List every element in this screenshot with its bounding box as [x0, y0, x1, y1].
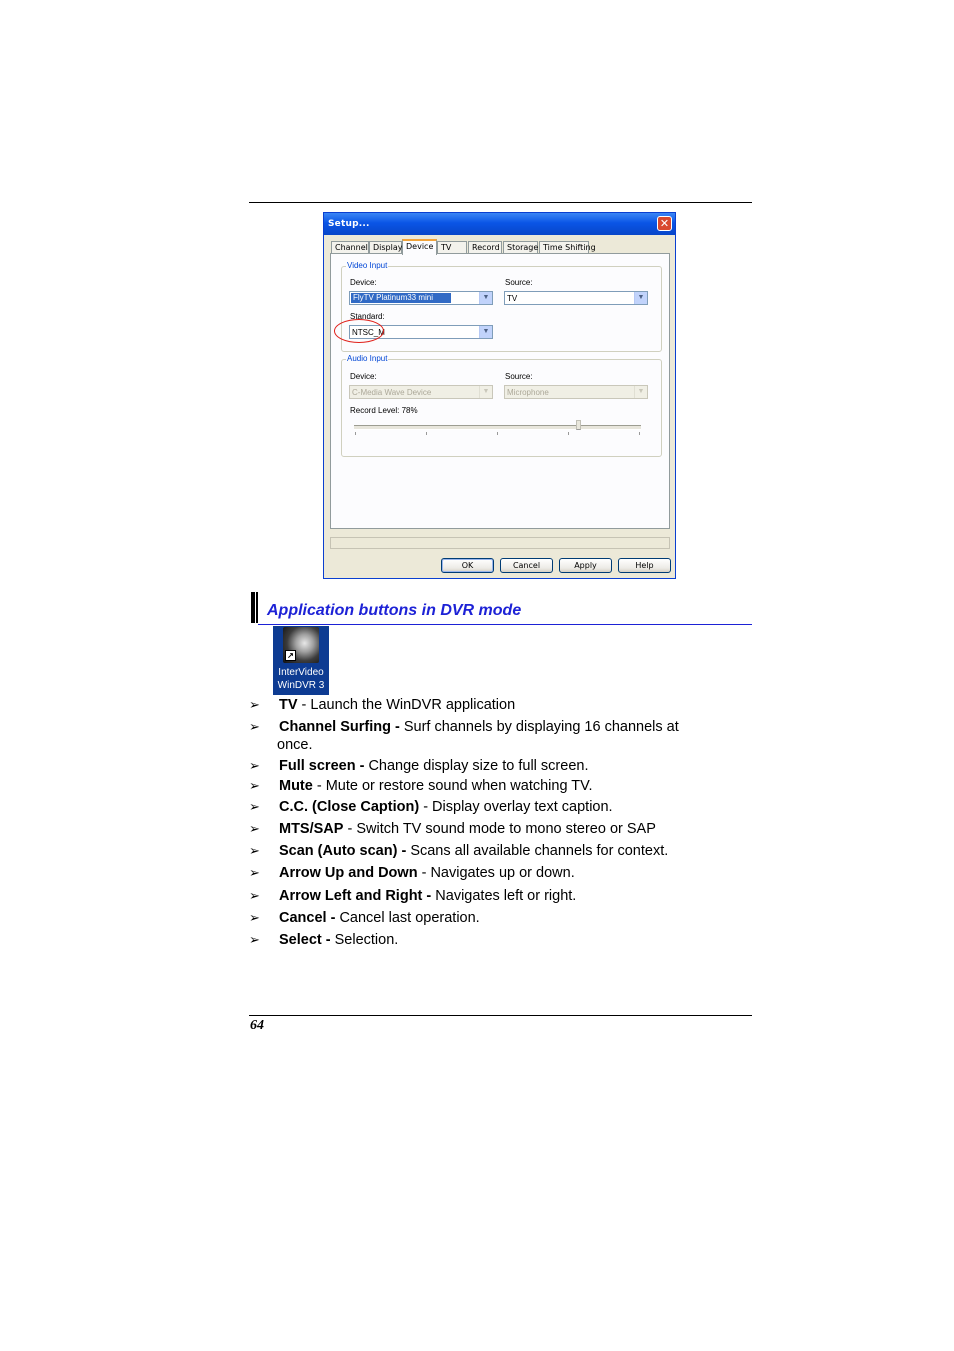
- video-input-group: [341, 261, 662, 352]
- help-button[interactable]: Help: [618, 558, 671, 573]
- record-level-thumb[interactable]: [576, 420, 581, 430]
- audio-source-label: Source:: [505, 372, 533, 381]
- chevron-down-icon[interactable]: ▼: [479, 386, 492, 398]
- status-bar: [330, 537, 670, 549]
- icon-label-line1: InterVideo: [278, 667, 324, 678]
- tab-display[interactable]: Display: [369, 241, 402, 254]
- chevron-down-icon[interactable]: ▼: [634, 386, 647, 398]
- video-device-label: Device:: [350, 278, 377, 287]
- highlight-oval: [334, 319, 384, 343]
- cancel-button[interactable]: Cancel: [500, 558, 553, 573]
- bullet-term: Select -: [279, 932, 331, 948]
- arrow-bullet-icon: ➢: [249, 865, 260, 880]
- heading-bar: [256, 592, 258, 623]
- bullet-term: Mute: [279, 778, 313, 794]
- arrow-bullet-icon: ➢: [249, 888, 260, 903]
- heading-bar: [251, 592, 255, 623]
- section-heading: Application buttons in DVR mode: [267, 602, 522, 619]
- audio-source-select[interactable]: [504, 385, 648, 399]
- top-rule: [249, 202, 752, 203]
- video-device-value: FlyTV Platinum33 mini: [351, 293, 451, 303]
- arrow-bullet-icon: ➢: [249, 758, 260, 773]
- shortcut-arrow-icon: ↗: [285, 650, 296, 661]
- audio-input-legend: Audio Input: [347, 354, 388, 363]
- heading-rule: [258, 624, 752, 625]
- tab-time-shifting[interactable]: Time Shifting: [539, 241, 589, 254]
- slider-tick: [497, 432, 498, 435]
- bullet-term: C.C. (Close Caption): [279, 799, 420, 815]
- chevron-down-icon[interactable]: ▼: [479, 326, 492, 338]
- audio-source-value: Microphone: [507, 388, 549, 397]
- page-number: 64: [250, 1018, 264, 1033]
- record-level-label: Record Level: 78%: [350, 406, 418, 415]
- apply-button[interactable]: Apply: [559, 558, 612, 573]
- bullet-desc: Scans all available channels for context.: [406, 843, 669, 859]
- bullet-desc: - Navigates up or down.: [417, 865, 575, 881]
- chevron-down-icon[interactable]: ▼: [479, 292, 492, 304]
- footer-rule: [249, 1015, 752, 1016]
- arrow-bullet-icon: ➢: [249, 719, 260, 734]
- bullet-desc: Selection.: [330, 932, 399, 948]
- slider-tick: [355, 432, 356, 435]
- bullet-desc: Navigates left or right.: [431, 888, 577, 904]
- slider-tick: [426, 432, 427, 435]
- tab-channel[interactable]: Channel: [331, 241, 369, 254]
- close-icon[interactable]: ✕: [657, 216, 672, 231]
- bullet-desc: Cancel last operation.: [335, 910, 480, 926]
- video-device-select[interactable]: [349, 291, 493, 305]
- bullet-term: Arrow Left and Right -: [279, 888, 432, 904]
- audio-device-value: C-Media Wave Device: [352, 388, 432, 397]
- video-source-value: TV: [507, 294, 518, 303]
- arrow-bullet-icon: ➢: [249, 697, 260, 712]
- audio-device-label: Device:: [350, 372, 377, 381]
- windvr-icon-label: [273, 666, 329, 692]
- bullet-term: Channel Surfing -: [279, 719, 400, 735]
- chevron-down-icon[interactable]: ▼: [634, 292, 647, 304]
- bullet-desc: - Launch the WinDVR application: [297, 697, 516, 713]
- tab-storage[interactable]: Storage: [503, 241, 538, 254]
- icon-label-line2: WinDVR 3: [277, 680, 325, 691]
- dialog-titlebar[interactable]: [324, 213, 675, 235]
- arrow-bullet-icon: ➢: [249, 778, 260, 793]
- bullet-desc: Surf channels by displaying 16 channels at: [399, 719, 679, 735]
- bullet-term: Scan (Auto scan) -: [279, 843, 407, 859]
- bullet-desc-wrap: once.: [277, 737, 313, 753]
- bullet-term: Arrow Up and Down: [279, 865, 418, 881]
- bullet-term: Cancel -: [279, 910, 336, 926]
- standard-value: NTSC_M: [352, 328, 385, 337]
- slider-tick: [639, 432, 640, 435]
- arrow-bullet-icon: ➢: [249, 932, 260, 947]
- video-source-select[interactable]: [504, 291, 648, 305]
- tab-device[interactable]: Device: [402, 239, 437, 255]
- video-source-label: Source:: [505, 278, 533, 287]
- standard-label: Standard:: [350, 312, 385, 321]
- record-level-track[interactable]: [354, 425, 641, 430]
- video-input-legend: Video Input: [347, 261, 388, 270]
- bullet-term: MTS/SAP: [279, 821, 344, 837]
- bullet-term: Full screen -: [279, 758, 365, 774]
- tab-record[interactable]: Record: [468, 241, 502, 254]
- ok-button[interactable]: OK: [441, 558, 494, 573]
- bullet-term: TV: [279, 697, 298, 713]
- audio-device-select[interactable]: [349, 385, 493, 399]
- bullet-desc: - Display overlay text caption.: [419, 799, 613, 815]
- arrow-bullet-icon: ➢: [249, 910, 260, 925]
- arrow-bullet-icon: ➢: [249, 799, 260, 814]
- bullet-desc: Change display size to full screen.: [364, 758, 589, 774]
- slider-tick: [568, 432, 569, 435]
- windvr-shortcut-icon: [273, 626, 329, 695]
- bullet-desc: - Mute or restore sound when watching TV.: [312, 778, 593, 794]
- arrow-bullet-icon: ➢: [249, 821, 260, 836]
- arrow-bullet-icon: ➢: [249, 843, 260, 858]
- bullet-desc: - Switch TV sound mode to mono stereo or SAP: [343, 821, 656, 837]
- tab-tv[interactable]: TV: [437, 241, 467, 254]
- dialog-title: Setup...: [328, 219, 370, 229]
